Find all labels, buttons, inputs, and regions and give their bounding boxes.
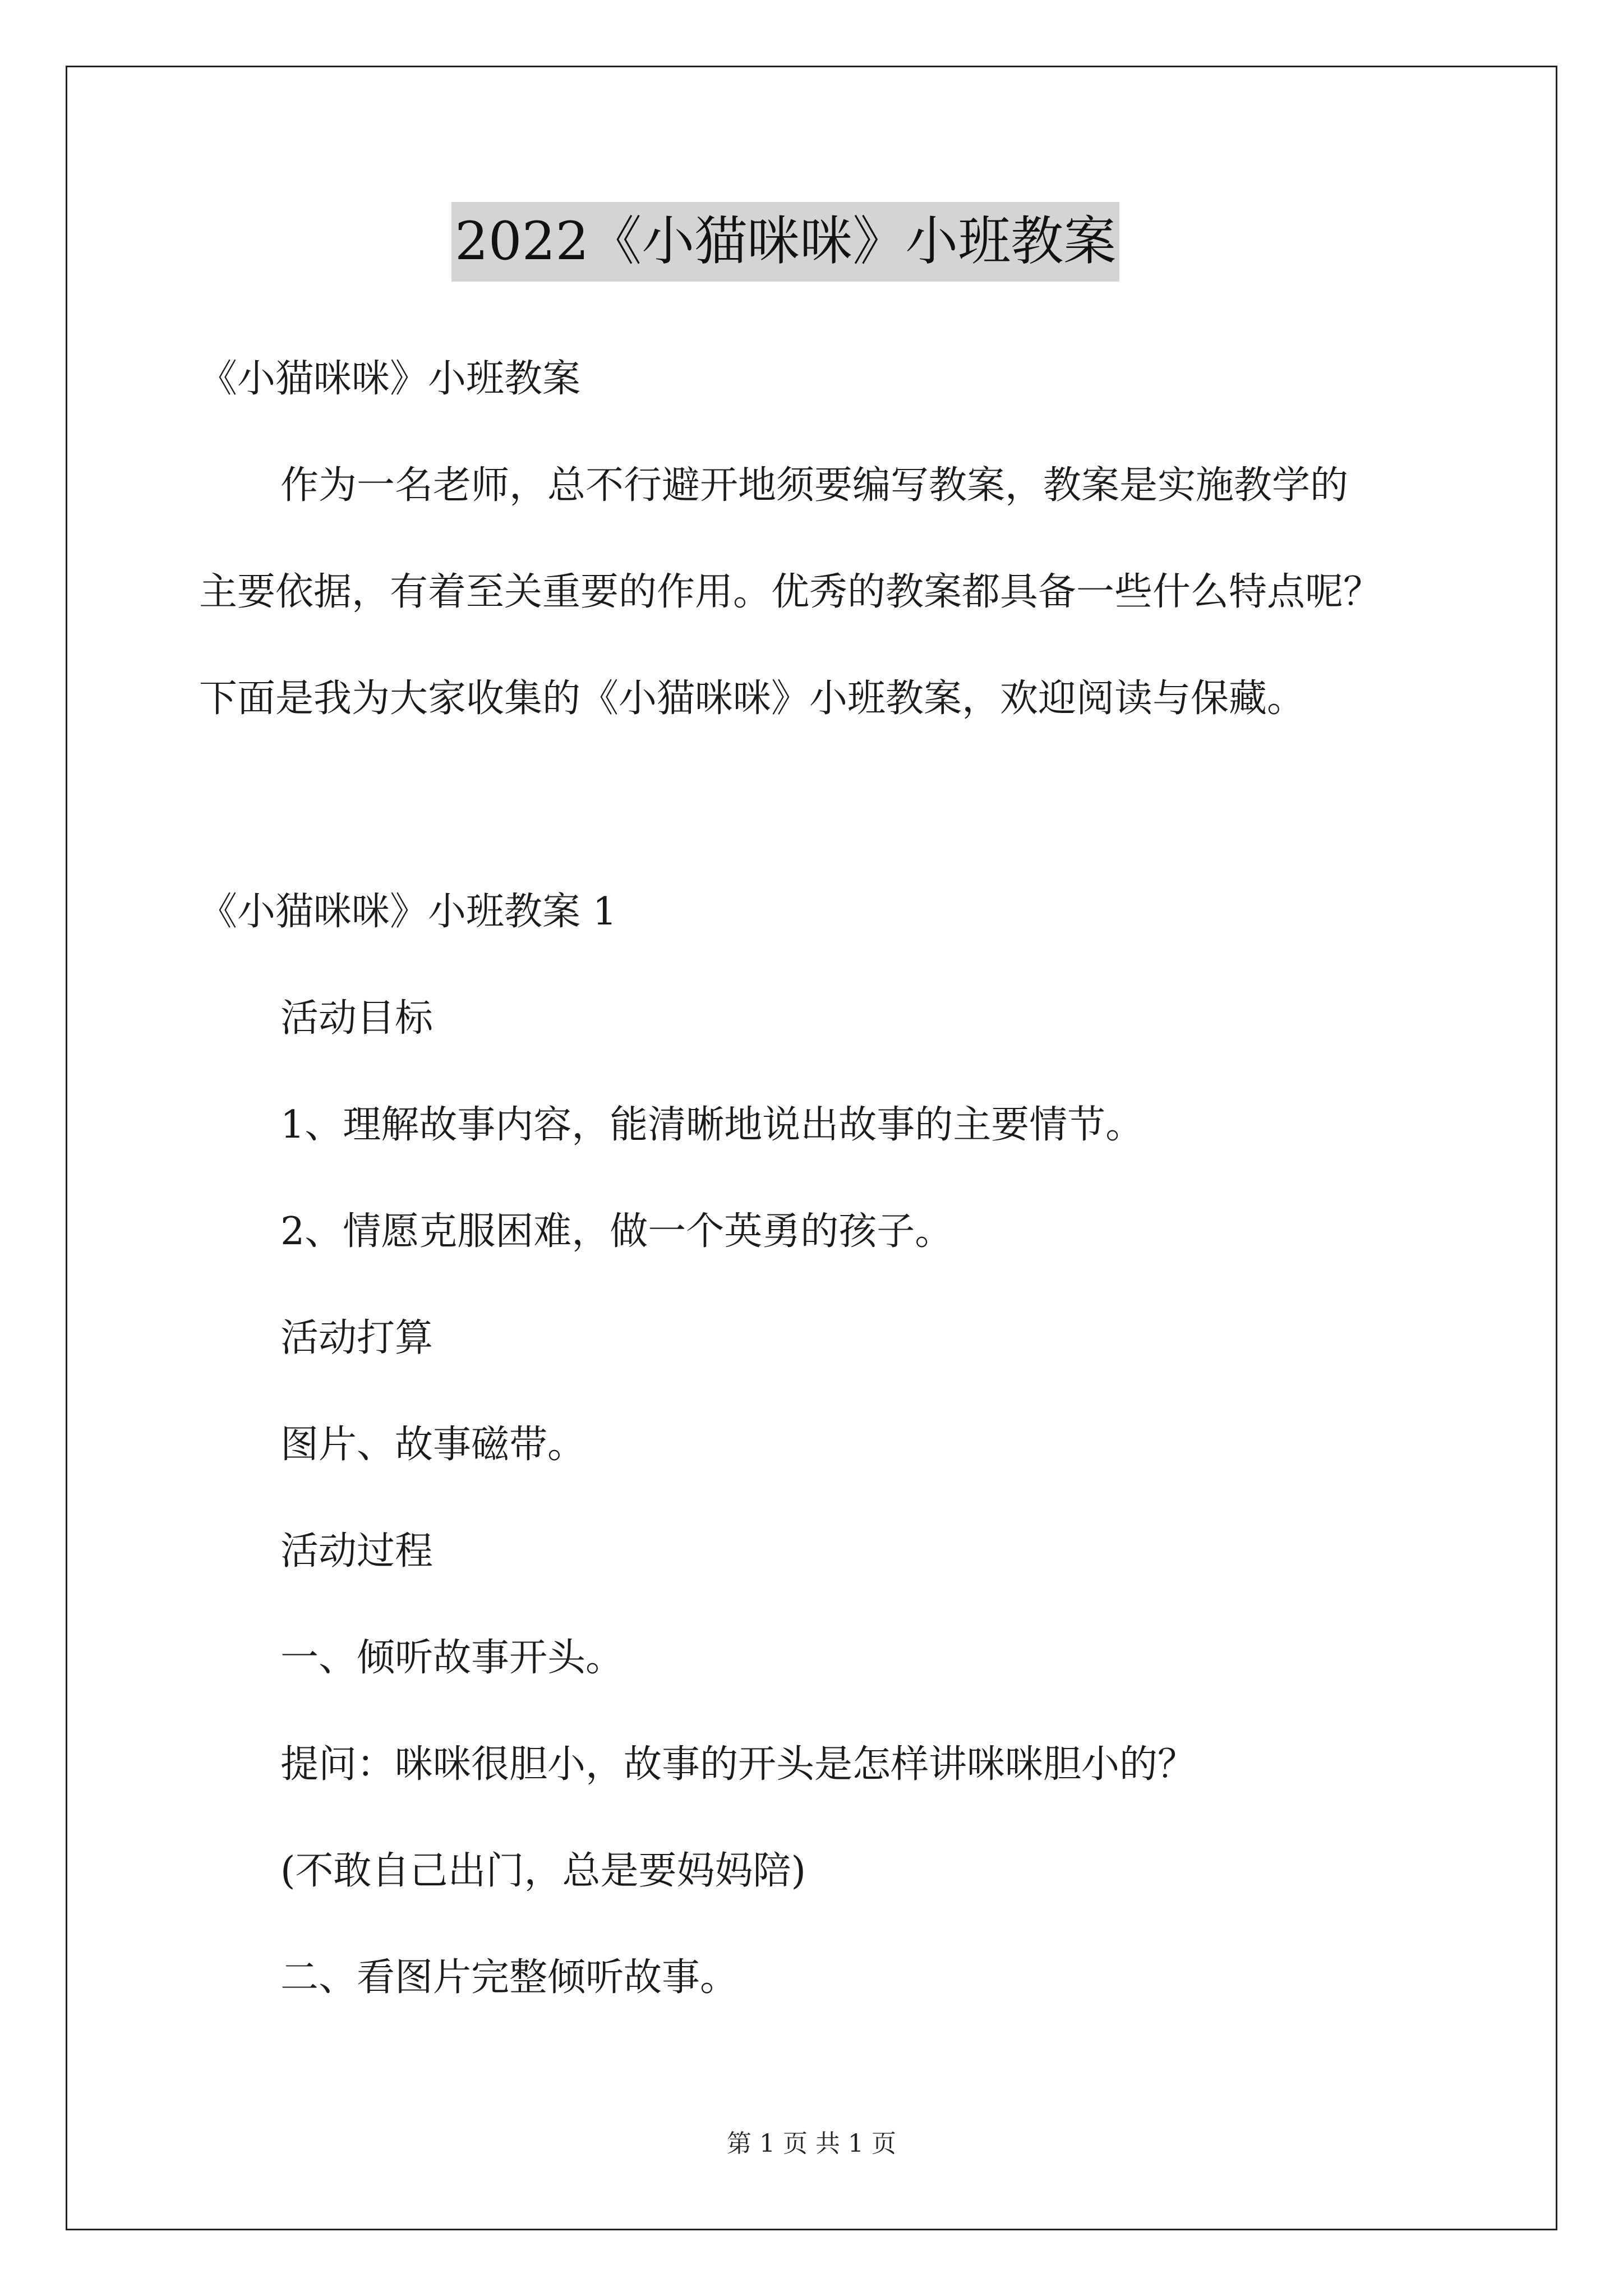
page-footer: 第 1 页 共 1 页 (727, 2129, 896, 2158)
intro-line-1: 作为一名老师，总不行避开地须要编写教案，教案是实施教学的 (280, 463, 1349, 508)
intro-line-3: 下面是我为大家收集的《小猫咪咪》小班教案，欢迎阅读与保藏。 (199, 677, 1306, 721)
body-step-2: 二、看图片完整倾听故事。 (280, 1955, 739, 2000)
body-goal-2: 2、情愿克服困难，做一个英勇的孩子。 (280, 1209, 953, 1254)
body-heading-process: 活动过程 (280, 1529, 434, 1573)
body-heading-goals: 活动目标 (280, 996, 434, 1041)
body-goal-1: 1、理解故事内容，能清晰地说出故事的主要情节。 (280, 1103, 1144, 1147)
body-heading-prep: 活动打算 (280, 1316, 434, 1360)
body-step-1: 一、倾听故事开头。 (280, 1636, 624, 1680)
body-prep-items: 图片、故事磁带。 (280, 1423, 586, 1467)
subtitle: 《小猫咪咪》小班教案 (199, 357, 581, 401)
body-answer: (不敢自己出门，总是要妈妈陪) (280, 1849, 806, 1893)
intro-line-2: 主要依据，有着至关重要的作用。优秀的教案都具备一些什么特点呢？ (199, 570, 1382, 614)
body-question: 提问：咪咪很胆小，故事的开头是怎样讲咪咪胆小的？ (280, 1742, 1196, 1787)
section-heading: 《小猫咪咪》小班教案 1 (199, 890, 617, 934)
document-title: 2022《小猫咪咪》小班教案 (451, 202, 1119, 282)
